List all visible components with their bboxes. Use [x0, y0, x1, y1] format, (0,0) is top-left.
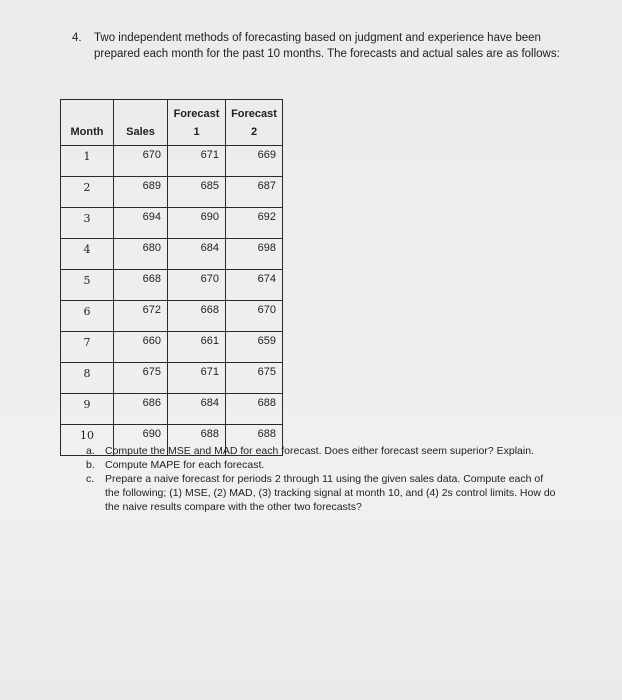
sales-cell: 670 [114, 146, 168, 177]
forecast1-cell: 668 [168, 301, 226, 332]
forecast1-cell: 690 [168, 208, 226, 239]
forecast1-cell: 671 [168, 363, 226, 394]
sales-cell: 672 [114, 301, 168, 332]
forecast2-cell: 688 [226, 394, 283, 425]
month-cell: 8 [61, 363, 114, 394]
sales-cell: 694 [114, 208, 168, 239]
month-cell: 7 [61, 332, 114, 363]
table-row [61, 208, 283, 239]
table-row [61, 394, 283, 425]
month-cell: 9 [61, 394, 114, 425]
forecast2-cell: 698 [226, 239, 283, 270]
sales-cell: 689 [114, 177, 168, 208]
forecast2-cell: 669 [226, 146, 283, 177]
forecast2-cell: 674 [226, 270, 283, 301]
problem-number: 4. [72, 32, 82, 44]
table-row [61, 177, 283, 208]
forecast1-cell: 684 [168, 394, 226, 425]
sales-cell: 690 [114, 425, 168, 456]
sales-cell: 686 [114, 394, 168, 425]
table-header-row [61, 100, 283, 146]
forecast2-cell: 688 [226, 425, 283, 456]
question-letter: c. [86, 473, 95, 485]
question-a [86, 444, 556, 458]
forecast1-cell: 684 [168, 239, 226, 270]
month-cell: 10 [61, 425, 114, 456]
forecast1-cell: 661 [168, 332, 226, 363]
table-row [61, 146, 283, 177]
questions-list [86, 444, 556, 514]
forecast2-cell: 670 [226, 301, 283, 332]
question-text: Compute the MSE and MAD for each forecast. Does either forecast seem superior? Explain. [105, 445, 534, 457]
table-row [61, 270, 283, 301]
table-row [61, 363, 283, 394]
month-cell: 1 [61, 146, 114, 177]
forecast2-cell: 675 [226, 363, 283, 394]
question-c [86, 472, 556, 514]
forecast1-cell: 685 [168, 177, 226, 208]
forecast1-cell: 688 [168, 425, 226, 456]
month-cell: 2 [61, 177, 114, 208]
question-text: Prepare a naive forecast for periods 2 through 11 using the given sales data. Compute each of the following; (1) MSE, (2) MAD, (3) tracking signal at month 10, and (4) 2s control limits. How do the naive results compare with the other two forecasts? [105, 473, 556, 513]
problem-statement [72, 30, 572, 62]
header-forecast-1: Forecast 1 [168, 100, 226, 146]
forecast-table [60, 99, 283, 456]
forecast2-cell: 659 [226, 332, 283, 363]
table-row [61, 332, 283, 363]
header-sales: Sales [114, 100, 168, 146]
question-b [86, 458, 556, 472]
table-row [61, 239, 283, 270]
month-cell: 5 [61, 270, 114, 301]
month-cell: 4 [61, 239, 114, 270]
forecast1-cell: 671 [168, 146, 226, 177]
problem-text: Two independent methods of forecasting based on judgment and experience have been prepared each month for the past 10 months. The forecasts and actual sales are as follows: [94, 32, 560, 60]
forecast1-cell: 670 [168, 270, 226, 301]
header-forecast-2: Forecast 2 [226, 100, 283, 146]
month-cell: 6 [61, 301, 114, 332]
sales-cell: 668 [114, 270, 168, 301]
header-month: Month [61, 100, 114, 146]
forecast2-cell: 687 [226, 177, 283, 208]
forecast2-cell: 692 [226, 208, 283, 239]
sales-cell: 680 [114, 239, 168, 270]
sales-cell: 675 [114, 363, 168, 394]
month-cell: 3 [61, 208, 114, 239]
question-letter: a. [86, 445, 95, 457]
sales-cell: 660 [114, 332, 168, 363]
question-letter: b. [86, 459, 95, 471]
table-row [61, 301, 283, 332]
question-text: Compute MAPE for each forecast. [105, 459, 265, 471]
